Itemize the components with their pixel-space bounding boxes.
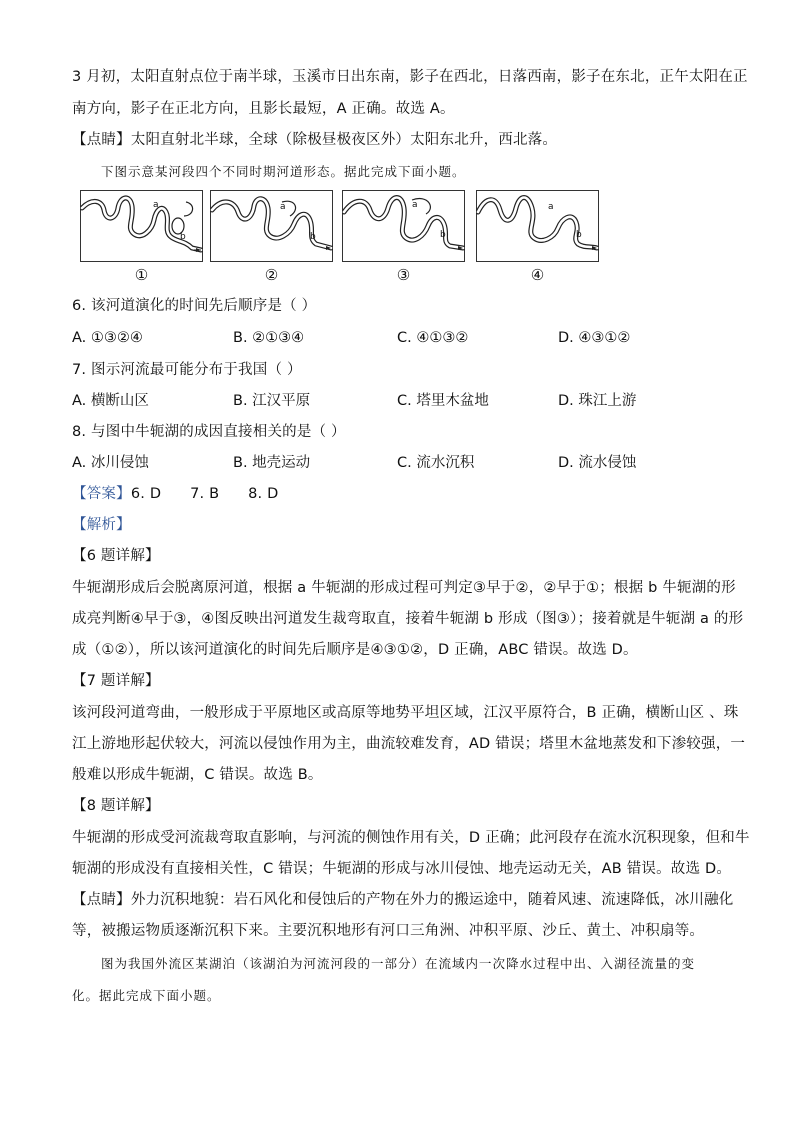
panel-number-4: ④ <box>530 266 545 284</box>
question-group-intro: 图为我国外流区某湖泊（该湖泊为河流河段的一部分）在流域内一次降水过程中出、入湖径流量的变 <box>101 956 696 971</box>
river-panel-1 <box>80 190 203 262</box>
label-b: b <box>440 230 446 240</box>
section-title: 【8 题详解】 <box>72 798 160 814</box>
text-line: 等，被搬运物质逐渐沉积下来。主要沉积地形有河口三角洲、冲积平原、沙丘、黄土、冲积扇等。 <box>72 923 705 939</box>
label-a: a <box>153 200 159 210</box>
tip-line <box>72 890 734 910</box>
tip-tag: 【点睛】 <box>72 132 131 148</box>
river-panel-4 <box>476 190 599 262</box>
river-panel-3 <box>342 190 465 262</box>
question-group-intro: 下图示意某河段四个不同时期河道形态。据此完成下面小题。 <box>101 164 466 179</box>
text-line: 牛轭湖形成后会脱离原河道，根据 a 牛轭湖的形成过程可判定③早于②，②早于①；根据 b 牛轭湖的形 <box>72 580 736 596</box>
analysis-tag: 【解析】 <box>72 517 131 533</box>
text-line: 成亮判断④早于③，④图反映出河道发生裁弯取直，接着牛轭湖 b 形成（图③）；接着就是牛轭湖 a 的形 <box>72 611 744 627</box>
text-line: 轭湖的形成没有直接相关性，C 错误；牛轭湖的形成与冰川侵蚀、地壳运动无关，AB 错误。故选 D。 <box>72 861 732 877</box>
answer-line <box>72 484 279 504</box>
tip-tag: 【点睛】 <box>72 892 131 908</box>
question-stem: 6. 该河道演化的时间先后顺序是（ ） <box>72 298 317 314</box>
text-line: 南方向，影子在正北方向，且影长最短，A 正确。故选 A。 <box>72 101 455 117</box>
panel-number-3: ③ <box>396 266 411 284</box>
text-line: 成（①②），所以该河道演化的时间先后顺序是④③①②，D 正确，ABC 错误。故选 D。 <box>72 642 638 658</box>
option-c: C. 塔里木盆地 <box>397 393 489 409</box>
option-b: B. 地壳运动 <box>233 455 311 471</box>
text-line: 般难以形成牛轭湖，C 错误。故选 B。 <box>72 767 323 783</box>
question-group-intro: 化。据此完成下面小题。 <box>72 988 221 1003</box>
text-line: 该河段河道弯曲，一般形成于平原地区或高原等地势平坦区域，江汉平原符合，B 正确，横断山区 、珠 <box>72 705 739 721</box>
label-b: b <box>310 232 316 242</box>
label-b: b <box>576 230 582 240</box>
panel-number-2: ② <box>264 266 279 284</box>
option-c: C. 流水沉积 <box>397 455 475 471</box>
option-a: A. ①③②④ <box>72 330 143 346</box>
tip-text: 外力沉积地貌：岩石风化和侵蚀后的产物在外力的搬运途中，随着风速、流速降低，冰川融化 <box>130 892 734 908</box>
tip-line <box>72 130 557 150</box>
label-b: b <box>180 232 186 242</box>
option-a: A. 冰川侵蚀 <box>72 455 149 471</box>
option-b: B. ②①③④ <box>233 330 305 346</box>
label-a: a <box>548 202 554 212</box>
question-stem: 7. 图示河流最可能分布于我国（ ） <box>72 362 302 378</box>
answer-tag: 【答案】 <box>72 486 131 502</box>
option-d: D. ④③①② <box>558 330 631 346</box>
panel-number-1: ① <box>134 266 149 284</box>
option-d: D. 珠江上游 <box>558 393 637 409</box>
option-c: C. ④①③② <box>397 330 469 346</box>
option-d: D. 流水侵蚀 <box>558 455 637 471</box>
label-a: a <box>412 200 418 210</box>
text-line: 牛轭湖的形成受河流裁弯取直影响，与河流的侧蚀作用有关，D 正确；此河段存在流水沉积现象，但和牛 <box>72 830 750 846</box>
answer-text: 6. D 7. B 8. D <box>130 486 279 502</box>
option-a: A. 横断山区 <box>72 393 149 409</box>
option-b: B. 江汉平原 <box>233 393 311 409</box>
section-title: 【6 题详解】 <box>72 548 160 564</box>
tip-text: 太阳直射北半球，全球（除极昼极夜区外）太阳东北升，西北落。 <box>130 132 558 148</box>
question-stem: 8. 与图中牛轭湖的成因直接相关的是（ ） <box>72 424 346 440</box>
label-a: a <box>280 202 286 212</box>
river-panel-2 <box>210 190 333 262</box>
text-line: 江上游地形起伏较大，河流以侵蚀作用为主，曲流较难发育，AD 错误；塔里木盆地蒸发和下渗较强，一 <box>72 736 746 752</box>
section-title: 【7 题详解】 <box>72 673 160 689</box>
river-evolution-figure <box>80 190 610 285</box>
text-line: 3 月初，太阳直射点位于南半球，玉溪市日出东南，影子在西北，日落西南，影子在东北，正午太阳在正 <box>72 69 748 85</box>
